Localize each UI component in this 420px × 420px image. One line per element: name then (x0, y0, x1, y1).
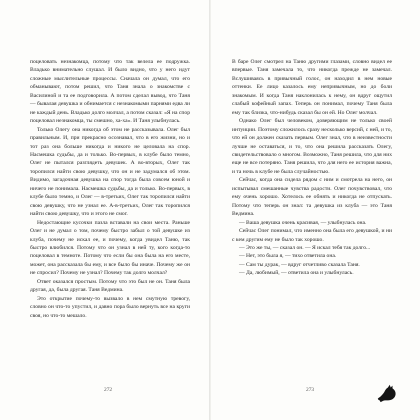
gutter (209, 0, 211, 420)
paragraph: поцеловать незнакомца, потому что так велела ее подружка. Владько внимательно слушал. И было видно, что у него идут сложные мыслительные процессы. Сначала он думал, что его обманывают, потом решил, что Таня знала о знакомстве с Василиной и та ее подговорила. А потом сделал вывод, что Таня — бывалая девушка и обнимается с незнакомыми парнями едва ли не каждый день. Владько долго молчал, а потом сказал: «Я на спор поцеловал незнакомца, ты смешно, ха-ха». И Таня улыбнулась. (30, 59, 190, 125)
paragraph: — Это же ты, — сказал он. — Я искал тебя так долго... (239, 244, 371, 251)
paragraph: Сейчас, когда она сидела рядом с ним и смотрела на него, он испытывал смешанные чувства радости. Олег почувствовал, что ему очень хорошо. Хотелось ее обнять и никогда не отпускать. Потому что теперь он знал: та девушка из клуба — это Таня Ведмина. (232, 177, 392, 218)
paragraph: Однако Олег был человеком, доверяющим не только своей интуиции. Поэтому сложилось сразу несколько версий, с ней, и то, что ей он должен сказать первым. Олег знал, что в неизвестности лучше не оставаться, и то, что она решила рассказать Олегу, свидетельствовало о многом. Возможно, Таня решила, что для них еще не все потеряно. Таня решила, что для него ее история важна, и та ночь в клубе не была случайностью. (232, 118, 392, 175)
paragraph: — Сам ты дурак, — вдруг отчетливо сказала Таня. (239, 261, 360, 268)
left-page (30, 58, 190, 320)
page-number-left: 272 (104, 387, 113, 393)
right-page (232, 58, 392, 278)
paragraph: Только Олегу она никогда об этом не рассказывала. Олег был правильным. И, при прекрасно осознавал, что в его жизни, но и тот раз она больше никогда и никого не целовала на спор. Насмешка судьбы, да и только. Во-первых, в клубе было темно, Олег не пытался разглядеть девушек. А во-вторых, Олег так торопился найти свою девушку, что он и не задумался об этом. Видимо, загадочная девушка на спор тогда была совсем юной и ничего не понимала. Насмешка судьбы, да и только. Во-первых, в клубе было темно, и Олег — в-третьих, Олег так торопился найти свою девушку, что не узнал ее. А-в-третьих, Олег так торопился найти свою девушку, что и этого не смог. (30, 126, 190, 218)
paragraph: — Да, любимый, — ответила она и улыбнулась. (239, 270, 354, 277)
paragraph: — Ваша девушка очень красивая, — улыбнулась она. (239, 219, 367, 226)
cat-silhouette-icon (376, 382, 398, 404)
paragraph: Это открытие почему-то вызвало в нем смутную тревогу, словно он что-то упустил, и давно пора было вернуть все на круги своя, но что-то мешало. (30, 295, 190, 319)
paragraph: Ответ оказался простым. Потому что это был не он. Таня была другая, да, была другая. Таня Ведмина. (30, 278, 190, 294)
paragraph: — Нет, это была я, — тихо ответила она. (239, 253, 337, 260)
paragraph: В баре Олег смотрел на Таню другими глазами, словно видел ее впервые. Таня замечала то, что никогда прежде не замечал. Вслушиваясь в привычный голос, он находил в нем новые оттенки. Ее лицо казалось ему непривычным, но до боли знакомым. И когда Таня наклонилась к нему, он вдруг ощутил слабый кофейный запах. Теперь он понимал, почему Таня была ему так близка, что-нибудь сказал бы он ей. Но Олег молчал. (232, 59, 392, 116)
paragraph: Недостающие кусочки пазла вставали на свои места. Раньше Олег и не думал о том, почему быстро забыл о той девушке из клуба, почему не искал ее, и почему, когда увидел Таню, так быстро влюбился. Потому что он узнал в ней ту, кого когда-то поцеловал в темноте. Потому что если бы она была на его месте, может, она рассказала бы ему, и все было бы иначе. Почему же он не спросил? Почему не узнал? Почему так долго молчал? (30, 219, 190, 277)
page-number-right: 273 (306, 387, 315, 393)
paragraph: Сейчас Олег понимал, что именно она была его девушкой, и ни с кем другим ему не было так хорошо. (232, 228, 392, 243)
